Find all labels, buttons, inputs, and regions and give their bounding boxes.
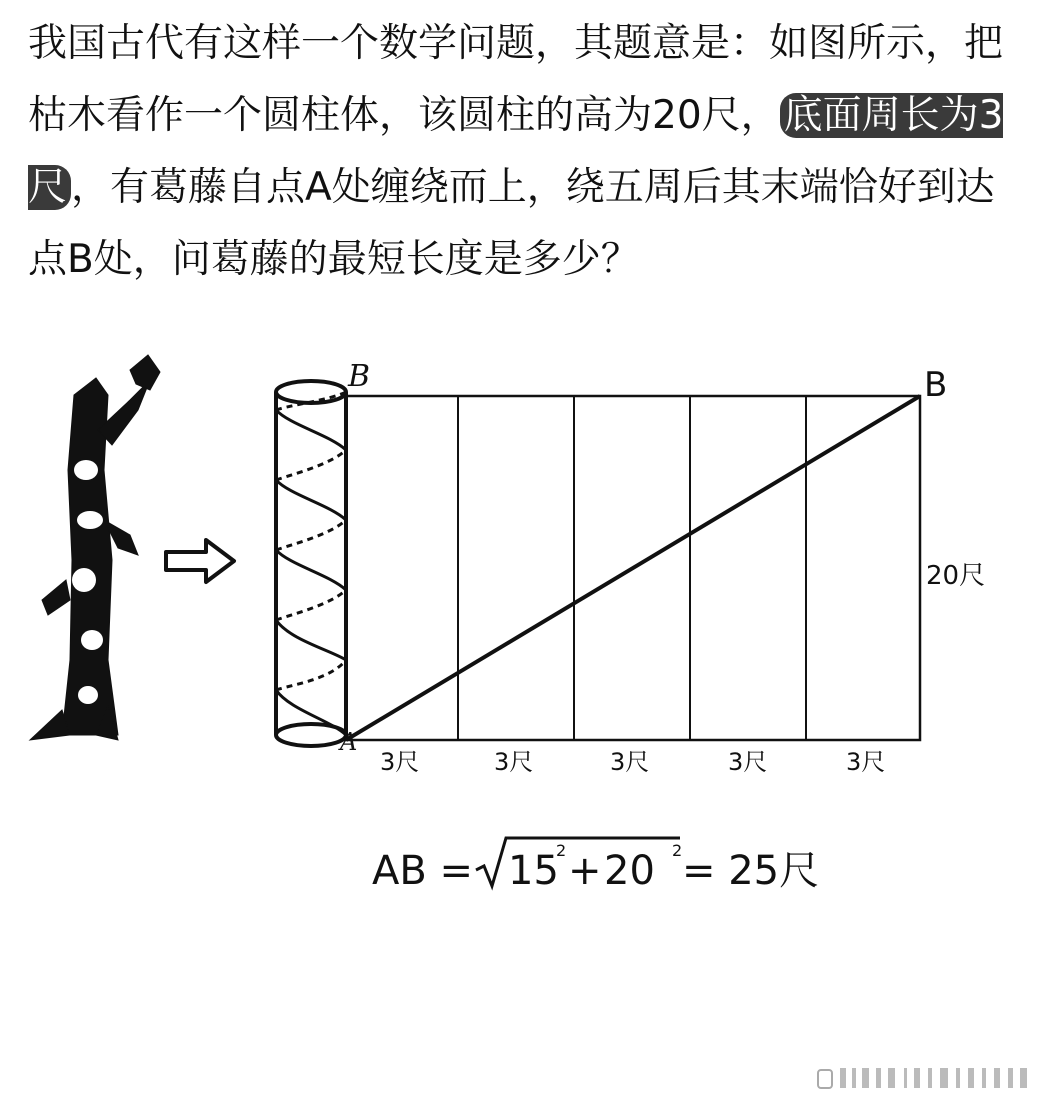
problem-text-after: ，有葛藤自点A处缠绕而上，绕五周后其末端恰好到达点B处，问葛藤的最短长度是多少？ [28, 165, 995, 282]
formula-rhs: = 25尺 [682, 848, 820, 894]
exponent-a: 2 [556, 841, 567, 860]
diagonal-ab [346, 396, 920, 740]
tree-illustration [30, 355, 160, 740]
highlighted-text: 底面周长为3尺 [28, 93, 1004, 210]
cylinder-top-label: B [348, 359, 371, 394]
problem-text-before: 我国古代有这样一个数学问题，其题意是：如图所示，把枯木看作一个圆柱体，该圆柱的高为20尺， [28, 21, 1004, 138]
segment-label-4: 3尺 [728, 748, 768, 776]
segment-label-5: 3尺 [846, 748, 886, 776]
arrow-icon [166, 540, 234, 582]
cylinder-bottom-label: A [340, 728, 358, 756]
exponent-b: 2 [672, 841, 683, 860]
radicand-plus: + [568, 848, 602, 894]
vine-helix [276, 392, 346, 735]
radicand-a: 15 [508, 848, 559, 894]
formula-lhs: AB = [372, 848, 474, 894]
rect-corner-label: B [924, 365, 948, 405]
height-label: 20尺 [926, 561, 986, 591]
segment-label-2: 3尺 [494, 748, 534, 776]
formula [372, 838, 819, 894]
corner-watermark [818, 1068, 1027, 1088]
segment-label-3: 3尺 [610, 748, 650, 776]
cylinder [276, 381, 346, 746]
unrolled-rectangle [346, 396, 920, 740]
radicand-b: 20 [604, 848, 655, 894]
segment-label-1: 3尺 [380, 748, 420, 776]
